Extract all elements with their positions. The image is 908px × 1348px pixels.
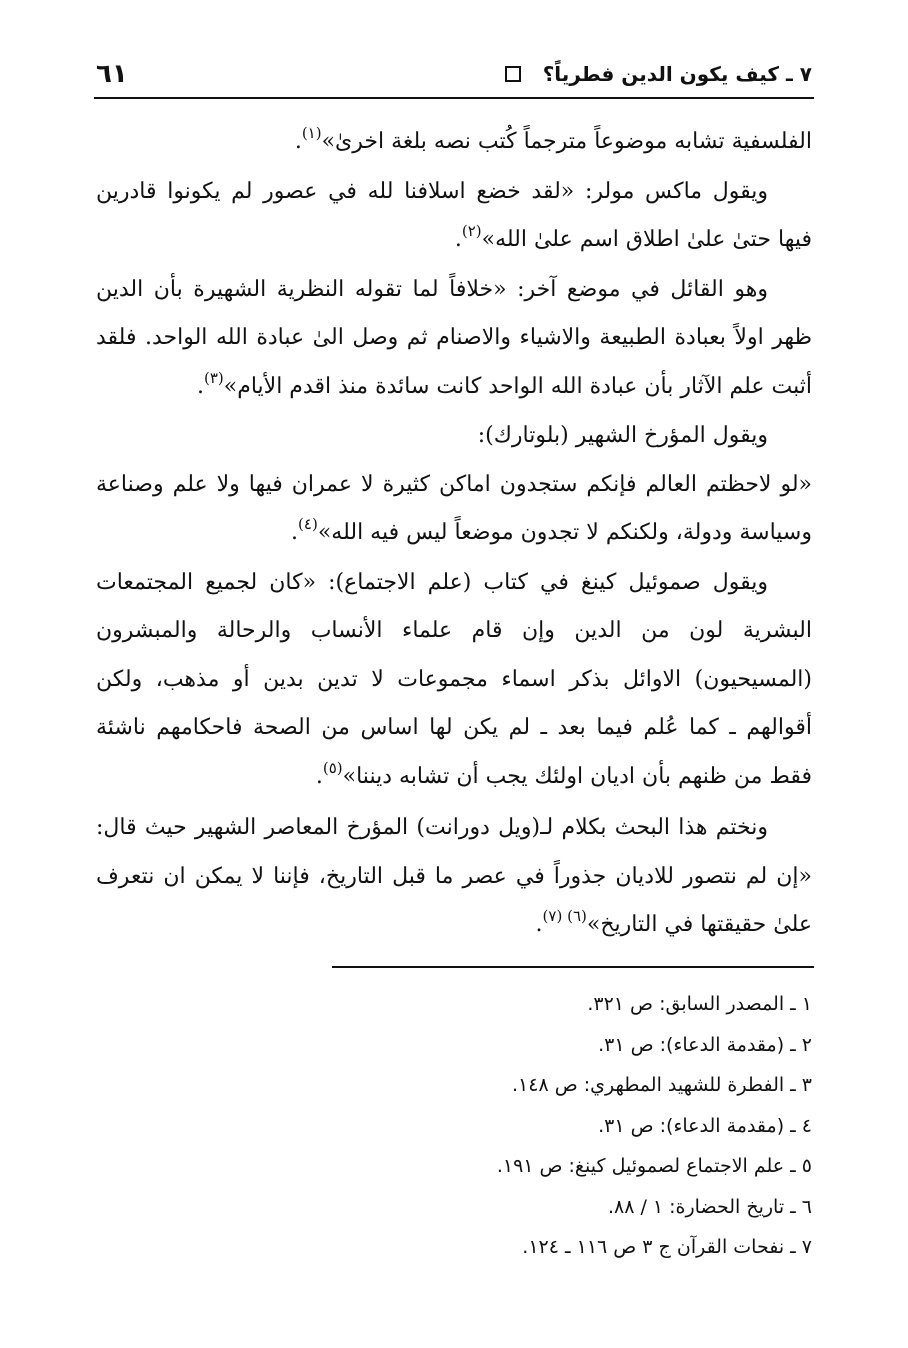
paragraph: [96, 266, 812, 413]
paragraph: [96, 804, 812, 951]
footnote-ref: (٣): [203, 368, 224, 387]
paragraph: [96, 412, 812, 461]
footnote-item: ٤ ـ (مقدمة الدعاء): ص ٣١.: [598, 1114, 812, 1137]
paragraph: [96, 559, 812, 803]
footnote-item: ١ ـ المصدر السابق: ص ٣٢١.: [587, 993, 812, 1015]
paragraph-tail: .: [315, 763, 323, 789]
paragraph-text: «لو لاحظتم العالم فإنكم ستجدون اماكن كثيرة لا عمران فيها ولا علم وصناعة وسياسة ودولة، ولكنكم لا تجدون موضعاً ليس فيه الله»: [96, 471, 812, 545]
paragraph-text: الفلسفية تشابه موضوعاً مترجماً كُتب نصه بلغة اخرىٰ»: [321, 129, 812, 154]
footnote-ref: (٦) (٧): [542, 907, 587, 925]
paragraph-tail: .: [294, 129, 302, 154]
paragraph-text: ويقول صموئيل كينغ في كتاب (علم الاجتماع): «كان لجميع المجتمعات البشرية لون من الدين وإن قام علماء الأنساب والرحالة والمبشرون (المسيحيون) الاوائل بذكر اسماء مجموعات لا تدين بدين أو مذهب، ولكن أقوالهم ـ كما عُلم فيما بعد ـ لم يكن لها اساس من الصحة فاحكامهم ناشئة فقط من ظنهم بأن اديان اولئك يجب أن تشابه ديننا»: [96, 569, 812, 789]
paragraph-tail: .: [535, 912, 543, 937]
footnotes: [200, 984, 812, 1268]
paragraph: [96, 118, 812, 168]
running-header: [96, 52, 812, 96]
footnote-item: ٢ ـ (مقدمة الدعاء): ص ٣١.: [598, 1033, 812, 1056]
page-number: ٦١: [96, 59, 128, 89]
paragraph-text: ويقول المؤرخ الشهير (بلوتارك):: [477, 423, 768, 448]
header-title-group: [505, 62, 812, 86]
footnote-ref: (٢): [461, 222, 482, 240]
footnote-ref: (٥): [322, 758, 343, 777]
paragraph-tail: .: [454, 227, 462, 252]
footnote-item: ٧ ـ نفحات القرآن ج ٣ ص ١١٦ ـ ١٢٤.: [522, 1236, 812, 1258]
footnote-item: ٣ ـ الفطرة للشهيد المطهري: ص ١٤٨.: [511, 1074, 812, 1096]
header-divider: [94, 97, 814, 99]
square-ornament-icon: [505, 66, 521, 82]
chapter-title: ٧ ـ كيف يكون الدين فطرياً؟: [542, 62, 812, 86]
paragraph-text: ونختم هذا البحث بكلام لـ(ويل دورانت) المؤرخ المعاصر الشهير حيث قال: «إن لم نتصور للاديان جذوراً في عصر ما قبل التاريخ، فإننا لا يمكن ان نتعرف علىٰ حقيقتها في التاريخ»: [96, 815, 812, 937]
paragraph-tail: .: [291, 520, 299, 545]
footnote-divider: [332, 966, 814, 968]
footnote-item: ٦ ـ تاريخ الحضارة: ١ / ٨٨.: [607, 1195, 812, 1218]
paragraph-tail: .: [196, 373, 204, 399]
footnote-item: ٥ ـ علم الاجتماع لصموئيل كينغ: ص ١٩١.: [496, 1155, 812, 1177]
paragraph-text: وهو القائل في موضع آخر: «خلافاً لما تقوله النظرية الشهيرة بأن الدين ظهر اولاً بعبادة الطبيعة والاشياء والاصنام ثم وصل الىٰ عبادة الله الواحد. فلقد أثبت علم الآثار بأن عبادة الله الواحد كانت سائدة منذ اقدم الأيام»: [96, 276, 812, 399]
main-text: [96, 118, 812, 951]
paragraph-text: ويقول ماكس مولر: «لقد خضع اسلافنا لله في عصور لم يكونوا قادرين فيها حتىٰ علىٰ اطلاق اسم علىٰ الله»: [96, 178, 812, 252]
paragraph: [96, 461, 812, 559]
footnote-ref: (٤): [298, 515, 318, 533]
paragraph: [96, 168, 812, 266]
footnote-ref: (١): [301, 124, 322, 142]
